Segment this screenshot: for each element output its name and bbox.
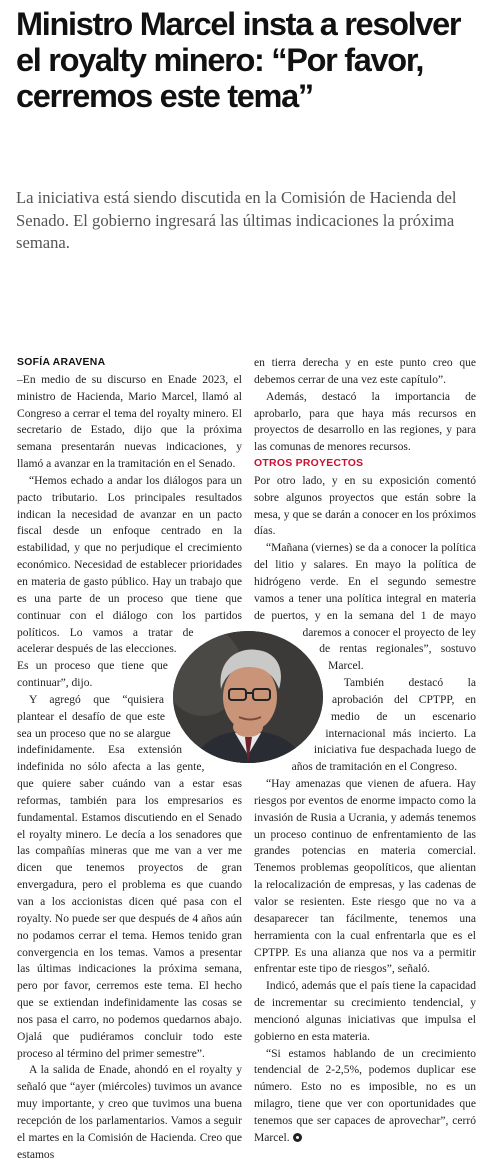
paragraph-left-2: “Hemos echado a andar los diálogos para un pacto tributario. Los principales resultados indican la necesidad de avanzar en un pacto fiscal desde un enfoque centrado en la estabilidad, y que no perjudique el crecimiento económico. Necesidad de establecer prioridades en materia de gasto público. Hay un trabajo que es una parte de un proceso que tiene que continuar con el diálogo con los partidos políticos. Lo vamos a tratar de acelerar después de las elecciones. Es un proceso que tiene que continuar”, dijo.	[17, 474, 242, 690]
article-headline: Ministro Marcel insta a resolver el royalty minero: “Por favor, cerremos este tema”	[16, 6, 461, 114]
paragraph-right-8-text: “Si estamos hablando de un crecimiento tendencial de 2-2,5%, podemos duplicar ese número. Esto no es imposible, no es un milagro, tiene que ver con oportunidades que tenemos que ser capaces de aprovechar”, cerró Marcel.	[254, 1047, 476, 1144]
paragraph-left-4: A la salida de Enade, ahondó en el royalty y señaló que “ayer (miércoles) tuvimos un avance muy importante, y creo que tuvimos una buena recepción de los parlamentarios. Vamos a seguir el martes en la Comisión de Hacienda. Creo que estamos	[17, 1064, 242, 1161]
portrait-photo-icon	[173, 631, 323, 763]
paragraph-left-3: Y agregó que “quisiera plantear el desafío de que este sea un proceso que no se alargue indefinidamente. Esa extensión indefinida no sólo afecta a las gente, que quiere saber cuándo van a estar esas reformas, también para los empresarios es fundamental. Estamos discutiendo en el Senado el royalty minero. Le decía a los senadores que las compañías mineras que me van a ver me dicen que tenemos proyectos de gran envergadura, pero el problema es que cuando van a los accionistas dicen qué pasa con el royalty. No puede ser que después de 4 años aún no podamos cerrar el tema. Hemos tenido gran convergencia en los temas. Vamos a presentar las últimas indicaciones la próxima semana, pero por favor, cerremos este tema. El hecho que se extiendan indefinidamente las cosas se nos pasa el carro, no podemos quedarnos abajo. Ojalá que pudiéramos concluir todo este proceso al término del primer semestre”.	[17, 693, 242, 1060]
article-column-left	[17, 354, 242, 1164]
byline: SOFÍA ARAVENA	[17, 357, 106, 368]
paragraph-right-3: Por otro lado, y en su exposición comentó sobre algunos proyectos que están sobre la mesa, y que se darán a conocer en los próximos días.	[254, 474, 476, 538]
end-of-article-icon	[293, 1133, 302, 1142]
article-deck: La iniciativa está siendo discutida en la Comisión de Hacienda del Senado. El gobierno ingresará las últimas indicaciones la próxima semana.	[16, 188, 457, 252]
paragraph-right-4: “Mañana (viernes) se da a conocer la política del litio y salares. En mayo la política de hidrógeno verde. En el segundo semestre vamos a tener una política integral en materia de puertos, y en la semana del 1 de mayo daremos a conocer el proyecto de ley de rentas regionales”, sostuvo Marcel.	[254, 542, 476, 673]
paragraph-right-6: “Hay amenazas que vienen de afuera. Hay riesgos por eventos de enorme impacto como la invasión de Rusia a Ucrania, y además tenemos un proceso continuo de enfrentamiento de las grandes potencias en materia comercial. Tenemos problemas geopolíticos, que alientan la relocalización de empresas, y las cadenas de valor se resienten. Este riesgo que no va a desaparecer tan fácilmente, tenemos una herramienta con la cual enfrentarla que es el CPTPP. Es una alianza que nos va a permitir enfrentar este tipo de riesgos”, señaló.	[254, 778, 476, 976]
paragraph-right-2: Además, destacó la importancia de aprobarlo, para que haya más recursos en proyectos de desarrollo en las regiones, y para las comunas de menores recursos.	[254, 390, 476, 454]
paragraph-right-8	[254, 1046, 476, 1147]
portrait-photo	[173, 631, 323, 763]
paragraph-right-7: Indicó, además que el país tiene la capacidad de incrementar su crecimiento tendencial, y mencionó algunas iniciativas que impulsa el gobierno en esta materia.	[254, 980, 476, 1043]
paragraph-right-5: También destacó la aprobación del CPTPP, en medio de un escenario internacional más incierto. La iniciativa fue despachada luego de años de tramitación en el Congreso.	[291, 677, 476, 774]
section-subhead: OTROS PROYECTOS	[254, 458, 364, 470]
paragraph-left-1: –En medio de su discurso en Enade 2023, el ministro de Hacienda, Mario Marcel, llamó al Congreso a cerrar el tema del royalty minero. El secretario de Estado, dijo que la próxima semana presentarán nuevas indicaciones, y llamó a avanzar en la tramitación en el Senado.	[17, 373, 242, 471]
paragraph-right-1: en tierra derecha y en este punto creo que debemos cerrar de una vez este capítulo”.	[254, 357, 476, 386]
